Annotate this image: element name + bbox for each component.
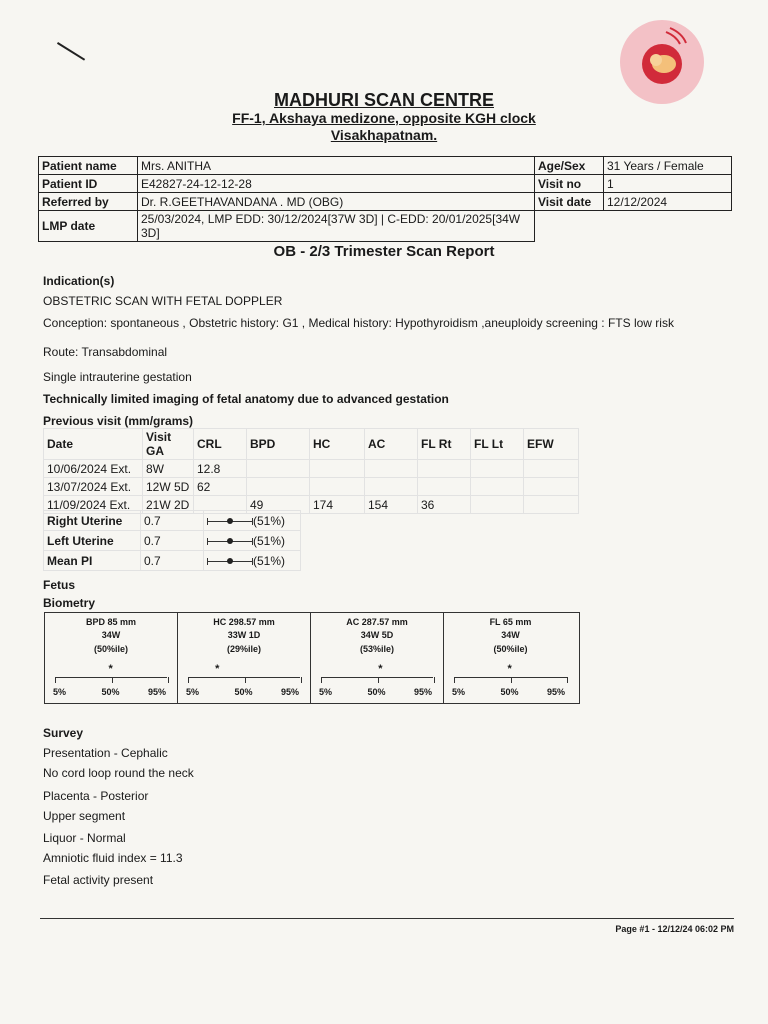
- table-cell: 154: [365, 496, 418, 514]
- visit-no-label: Visit no: [535, 175, 604, 193]
- doppler-value: 0.7: [141, 531, 204, 551]
- col-date: Date: [44, 429, 143, 460]
- centre-address: FF-1, Akshaya medizone, opposite KGH clock: [232, 110, 536, 126]
- percentile-tick: [321, 677, 322, 683]
- page-footer: Page #1 - 12/12/24 06:02 PM: [615, 924, 734, 934]
- percentile-tick: [55, 677, 56, 683]
- doppler-label: Mean PI: [44, 551, 141, 571]
- referred-by-label: Referred by: [39, 193, 138, 211]
- biometry-heading: Biometry: [43, 596, 96, 610]
- blank-cell: [535, 211, 732, 242]
- percentile-tick-label: 50%: [500, 687, 519, 697]
- table-cell: [418, 460, 471, 478]
- doppler-percentile: (51%): [253, 533, 286, 548]
- percentile-marker: *: [507, 663, 512, 675]
- centre-name: MADHURI SCAN CENTRE: [274, 90, 494, 110]
- survey-heading: Survey: [43, 726, 84, 740]
- doppler-percentile: (51%): [253, 553, 286, 568]
- table-cell: [247, 460, 310, 478]
- col-ac: AC: [365, 429, 418, 460]
- indication-text: OBSTETRIC SCAN WITH FETAL DOPPLER: [43, 294, 283, 308]
- doppler-row: [44, 531, 301, 551]
- table-cell: 36: [418, 496, 471, 514]
- footer-rule: [40, 918, 734, 919]
- age-sex: 31 Years / Female: [604, 157, 732, 175]
- fetus-heading: Fetus: [43, 578, 76, 592]
- percentile-tick: [567, 677, 568, 683]
- limited-imaging-note: Technically limited imaging of fetal anatomy due to advanced gestation: [43, 392, 449, 406]
- table-cell: 49: [247, 496, 310, 514]
- table-cell: [471, 496, 524, 514]
- conception-history: Conception: spontaneous , Obstetric history: G1 , Medical history: Hypothyroidism ,aneuploidy screening : FTS low risk: [43, 316, 674, 330]
- table-cell: [310, 460, 365, 478]
- centre-city: Visakhapatnam.: [330, 127, 438, 143]
- table-cell: [310, 478, 365, 496]
- col-visit-ga: Visit GA: [143, 429, 194, 460]
- percentile-tick: [245, 677, 246, 683]
- table-cell: 21W 2D: [143, 496, 194, 514]
- lmp-date: 25/03/2024, LMP EDD: 30/12/2024[37W 3D] | C-EDD: 20/01/2025[34W 3D]: [138, 211, 535, 242]
- biometry-ga: 34W 5D: [360, 630, 394, 640]
- table-cell: 8W: [143, 460, 194, 478]
- table-cell: [524, 496, 579, 514]
- biometry-percentile: (50%ile): [493, 644, 528, 654]
- percentile-tick-label: 95%: [414, 687, 433, 697]
- report-title: OB - 2/3 Trimester Scan Report: [273, 243, 495, 260]
- referred-by: Dr. R.GEETHAVANDANA . MD (OBG): [138, 193, 535, 211]
- doppler-indicator: [204, 551, 301, 571]
- percentile-tick-label: 95%: [281, 687, 300, 697]
- percentile-tick-label: 50%: [101, 687, 120, 697]
- doppler-table: [43, 510, 301, 571]
- table-cell: [471, 460, 524, 478]
- biometry-percentile: (50%ile): [93, 644, 128, 654]
- biometry-panel: [44, 612, 580, 704]
- percentile-tick: [378, 677, 379, 683]
- doppler-row: [44, 511, 301, 531]
- doppler-indicator: [204, 531, 301, 551]
- percentile-tick: [511, 677, 512, 683]
- age-sex-label: Age/Sex: [535, 157, 604, 175]
- biometry-ac: [311, 613, 444, 703]
- doppler-indicator: [204, 511, 301, 531]
- doppler-bar: [207, 557, 253, 566]
- visit-date: 12/12/2024: [604, 193, 732, 211]
- doppler-label: Right Uterine: [44, 511, 141, 531]
- percentile-tick: [188, 677, 189, 683]
- patient-info-table: [38, 156, 732, 242]
- visit-date-label: Visit date: [535, 193, 604, 211]
- survey-item: Amniotic fluid index = 11.3: [43, 851, 183, 865]
- doppler-percentile: (51%): [253, 513, 286, 528]
- previous-visit-table: [43, 428, 579, 514]
- table-cell: [418, 478, 471, 496]
- col-efw: EFW: [524, 429, 579, 460]
- col-crl: CRL: [194, 429, 247, 460]
- patient-id-label: Patient ID: [39, 175, 138, 193]
- pen-mark: [57, 42, 85, 61]
- table-row: [44, 460, 579, 478]
- survey-item: Liquor - Normal: [43, 831, 126, 845]
- percentile-tick-label: 95%: [148, 687, 167, 697]
- doppler-row: [44, 551, 301, 571]
- biometry-measure: BPD 85 mm: [85, 617, 137, 627]
- biometry-ga: 34W: [501, 630, 520, 640]
- percentile-marker: *: [215, 663, 220, 675]
- survey-item: Upper segment: [43, 809, 126, 823]
- doppler-value: 0.7: [141, 511, 204, 531]
- survey-item: Presentation - Cephalic: [43, 746, 168, 760]
- table-cell: [524, 460, 579, 478]
- previous-visit-heading: Previous visit (mm/grams): [43, 414, 194, 428]
- patient-name-label: Patient name: [39, 157, 138, 175]
- percentile-tick-label: 50%: [367, 687, 386, 697]
- table-cell: 12W 5D: [143, 478, 194, 496]
- doppler-label: Left Uterine: [44, 531, 141, 551]
- biometry-measure: HC 298.57 mm: [213, 617, 275, 627]
- percentile-tick: [301, 677, 302, 683]
- biometry-measure: FL 65 mm: [489, 617, 532, 627]
- patient-id: E42827-24-12-12-28: [138, 175, 535, 193]
- table-cell: 11/09/2024 Ext.: [44, 496, 143, 514]
- percentile-tick: [168, 677, 169, 683]
- table-cell: [471, 478, 524, 496]
- table-cell: 10/06/2024 Ext.: [44, 460, 143, 478]
- biometry-measure: AC 287.57 mm: [346, 617, 408, 627]
- table-cell: 13/07/2024 Ext.: [44, 478, 143, 496]
- col-fl-lt: FL Lt: [471, 429, 524, 460]
- table-row: [44, 478, 579, 496]
- biometry-fl: [444, 613, 577, 703]
- route: Route: Transabdominal: [43, 345, 168, 359]
- table-cell: 174: [310, 496, 365, 514]
- percentile-tick: [112, 677, 113, 683]
- table-cell: 62: [194, 478, 247, 496]
- col-hc: HC: [310, 429, 365, 460]
- doppler-value: 0.7: [141, 551, 204, 571]
- biometry-ga: 33W 1D: [227, 630, 261, 640]
- indication-heading: Indication(s): [43, 274, 115, 288]
- lmp-label: LMP date: [39, 211, 138, 242]
- percentile-tick-label: 95%: [547, 687, 566, 697]
- biometry-bpd: [45, 613, 178, 703]
- percentile-tick-label: 5%: [452, 687, 466, 697]
- table-cell: 12.8: [194, 460, 247, 478]
- biometry-ga: 34W: [101, 630, 121, 640]
- percentile-tick-label: 5%: [53, 687, 67, 697]
- biometry-hc: [178, 613, 311, 703]
- percentile-marker: *: [108, 663, 113, 675]
- table-cell: [247, 478, 310, 496]
- percentile-marker: *: [378, 663, 383, 675]
- biometry-percentile: (29%ile): [226, 644, 261, 654]
- table-cell: [365, 478, 418, 496]
- col-fl-rt: FL Rt: [418, 429, 471, 460]
- survey-item: Fetal activity present: [43, 873, 154, 887]
- patient-name: Mrs. ANITHA: [138, 157, 535, 175]
- percentile-tick-label: 50%: [234, 687, 253, 697]
- gestation: Single intrauterine gestation: [43, 370, 192, 384]
- visit-no: 1: [604, 175, 732, 193]
- survey-item: Placenta - Posterior: [43, 789, 149, 803]
- percentile-tick: [434, 677, 435, 683]
- table-cell: [524, 478, 579, 496]
- col-bpd: BPD: [247, 429, 310, 460]
- percentile-tick: [454, 677, 455, 683]
- doppler-bar: [207, 517, 253, 526]
- survey-item: No cord loop round the neck: [43, 766, 194, 780]
- doppler-bar: [207, 537, 253, 546]
- table-cell: [365, 460, 418, 478]
- percentile-tick-label: 5%: [319, 687, 333, 697]
- percentile-tick-label: 5%: [186, 687, 200, 697]
- biometry-percentile: (53%ile): [359, 644, 394, 654]
